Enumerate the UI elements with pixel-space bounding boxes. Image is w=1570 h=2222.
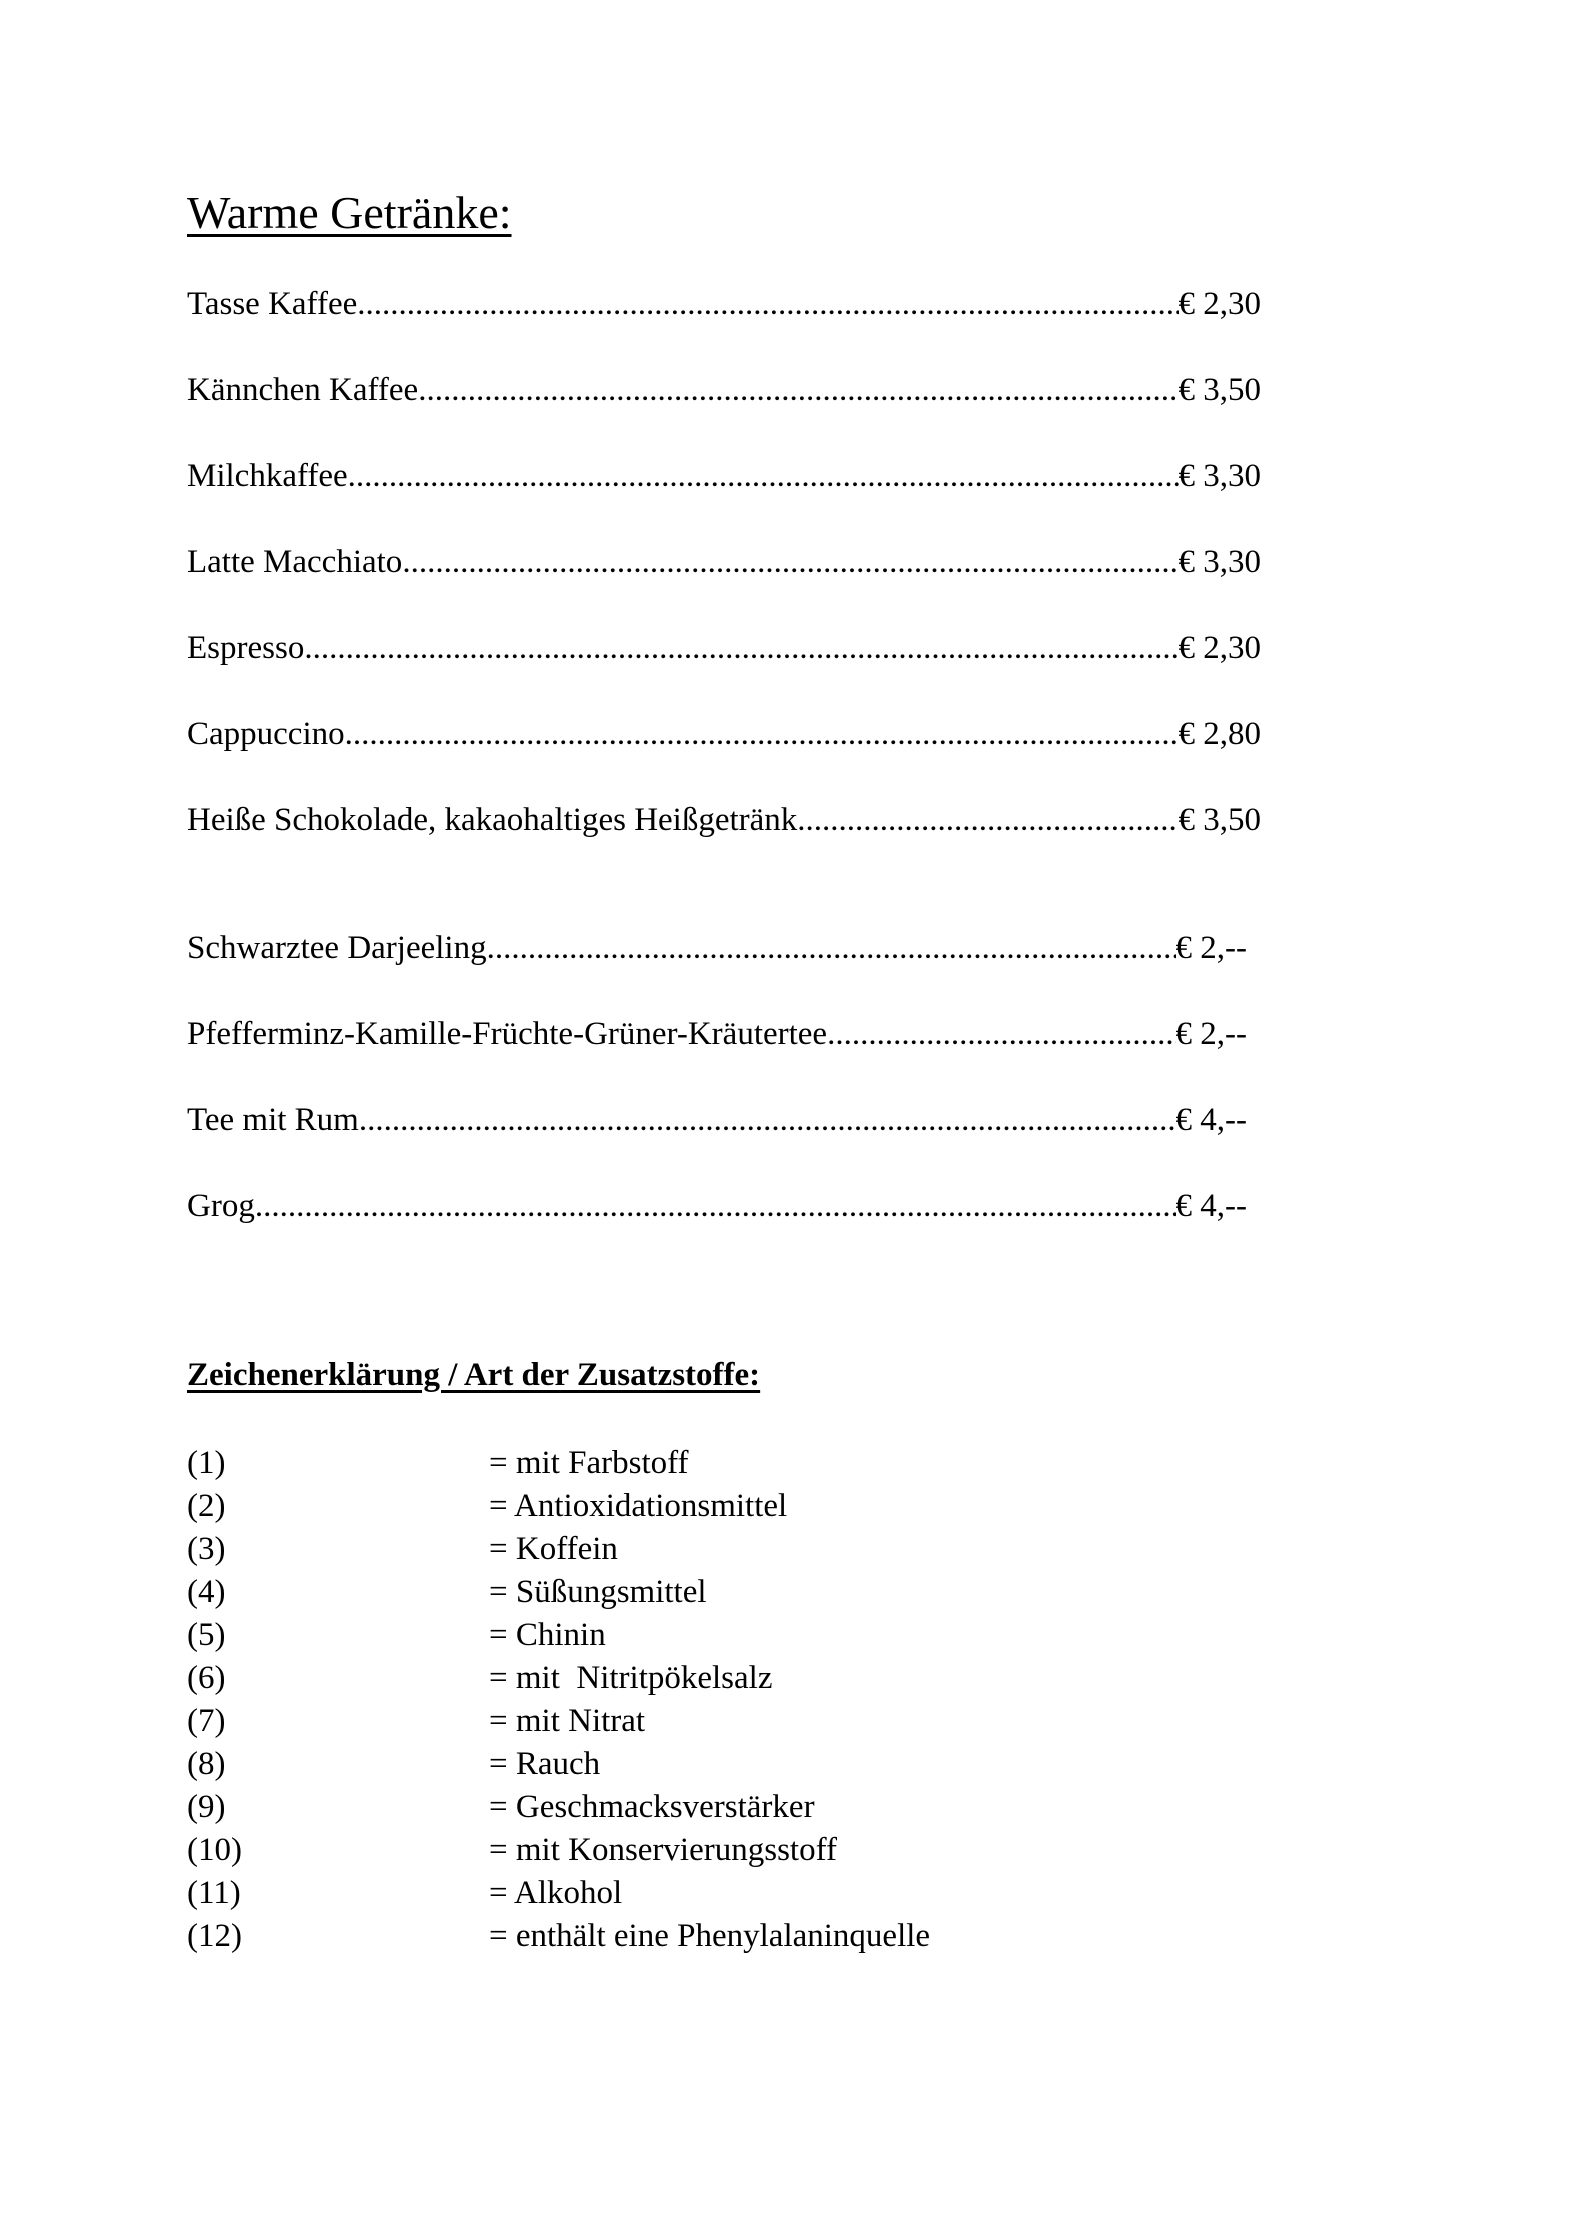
item-name: Tee mit Rum (187, 1102, 359, 1138)
dot-leader (348, 458, 1179, 495)
item-name: Cappuccino (187, 716, 345, 752)
legend-desc: = Rauch (489, 1746, 601, 1782)
menu-item (187, 1016, 1247, 1053)
legend-code: (12) (187, 1918, 242, 1954)
item-price: € 2,-- (1175, 930, 1247, 966)
item-price: € 3,50 (1178, 802, 1261, 838)
dot-leader (487, 930, 1176, 967)
legend-desc: = Antioxidationsmittel (489, 1488, 788, 1524)
item-price: € 2,30 (1178, 630, 1261, 666)
legend-desc: = Süßungsmittel (489, 1574, 707, 1610)
item-name: Schwarztee Darjeeling (187, 930, 487, 966)
legend-desc: = Geschmacksverstärker (489, 1789, 815, 1825)
legend-desc: = enthält eine Phenylalaninquelle (489, 1918, 931, 1954)
legend-code: (5) (187, 1617, 226, 1653)
item-name: Espresso (187, 630, 305, 666)
item-price: € 3,50 (1178, 372, 1261, 408)
legend-desc: = mit Konservierungsstoff (489, 1832, 837, 1868)
legend-code: (9) (187, 1789, 226, 1825)
item-price: € 3,30 (1178, 544, 1261, 580)
dot-leader (345, 716, 1179, 753)
item-price: € 2,80 (1178, 716, 1261, 752)
menu-item (187, 372, 1261, 409)
legend-code: (2) (187, 1488, 226, 1524)
menu-item (187, 802, 1261, 839)
item-name: Milchkaffee (187, 458, 348, 494)
legend-desc: = mit Farbstoff (489, 1445, 689, 1481)
menu-item (187, 544, 1261, 581)
menu-item (187, 930, 1247, 967)
menu-item (187, 458, 1261, 495)
item-price: € 3,30 (1178, 458, 1261, 494)
item-name: Kännchen Kaffee (187, 372, 419, 408)
legend-code: (10) (187, 1832, 242, 1868)
legend-code: (1) (187, 1445, 226, 1481)
legend-desc: = Chinin (489, 1617, 606, 1653)
menu-item (187, 1102, 1247, 1139)
legend-code: (6) (187, 1660, 226, 1696)
legend-code: (8) (187, 1746, 226, 1782)
dot-leader (402, 544, 1178, 581)
dot-leader (418, 372, 1178, 409)
menu-item (187, 630, 1261, 667)
legend-desc: = Koffein (489, 1531, 618, 1567)
legend-desc: = mit Nitrat (489, 1703, 646, 1739)
dot-leader (359, 1102, 1176, 1139)
item-name: Latte Macchiato (187, 544, 403, 580)
menu-item (187, 716, 1261, 753)
item-name: Heiße Schokolade, kakaohaltiges Heißgetränk (187, 802, 798, 838)
legend-code: (7) (187, 1703, 226, 1739)
dot-leader (357, 286, 1178, 323)
menu-item (187, 1188, 1247, 1225)
item-name: Grog (187, 1188, 255, 1224)
menu-item (187, 286, 1261, 323)
legend-desc: = Alkohol (489, 1875, 623, 1911)
item-price: € 2,-- (1175, 1016, 1247, 1052)
item-price: € 2,30 (1178, 286, 1261, 322)
dot-leader (827, 1016, 1175, 1053)
dot-leader (797, 802, 1178, 839)
legend-desc: = mit Nitritpökelsalz (489, 1660, 773, 1696)
item-name: Tasse Kaffee (187, 286, 358, 322)
legend-title: Zeichenerklärung / Art der Zusatzstoffe: (187, 1357, 761, 1393)
dot-leader (255, 1188, 1176, 1225)
item-price: € 4,-- (1175, 1188, 1247, 1224)
dot-leader (304, 630, 1178, 667)
legend-code: (4) (187, 1574, 226, 1610)
legend-code: (3) (187, 1531, 226, 1567)
section-title: Warme Getränke: (187, 187, 512, 238)
item-price: € 4,-- (1175, 1102, 1247, 1138)
item-name: Pfefferminz-Kamille-Früchte-Grüner-Kräutertee (187, 1016, 828, 1052)
legend-code: (11) (187, 1875, 241, 1911)
